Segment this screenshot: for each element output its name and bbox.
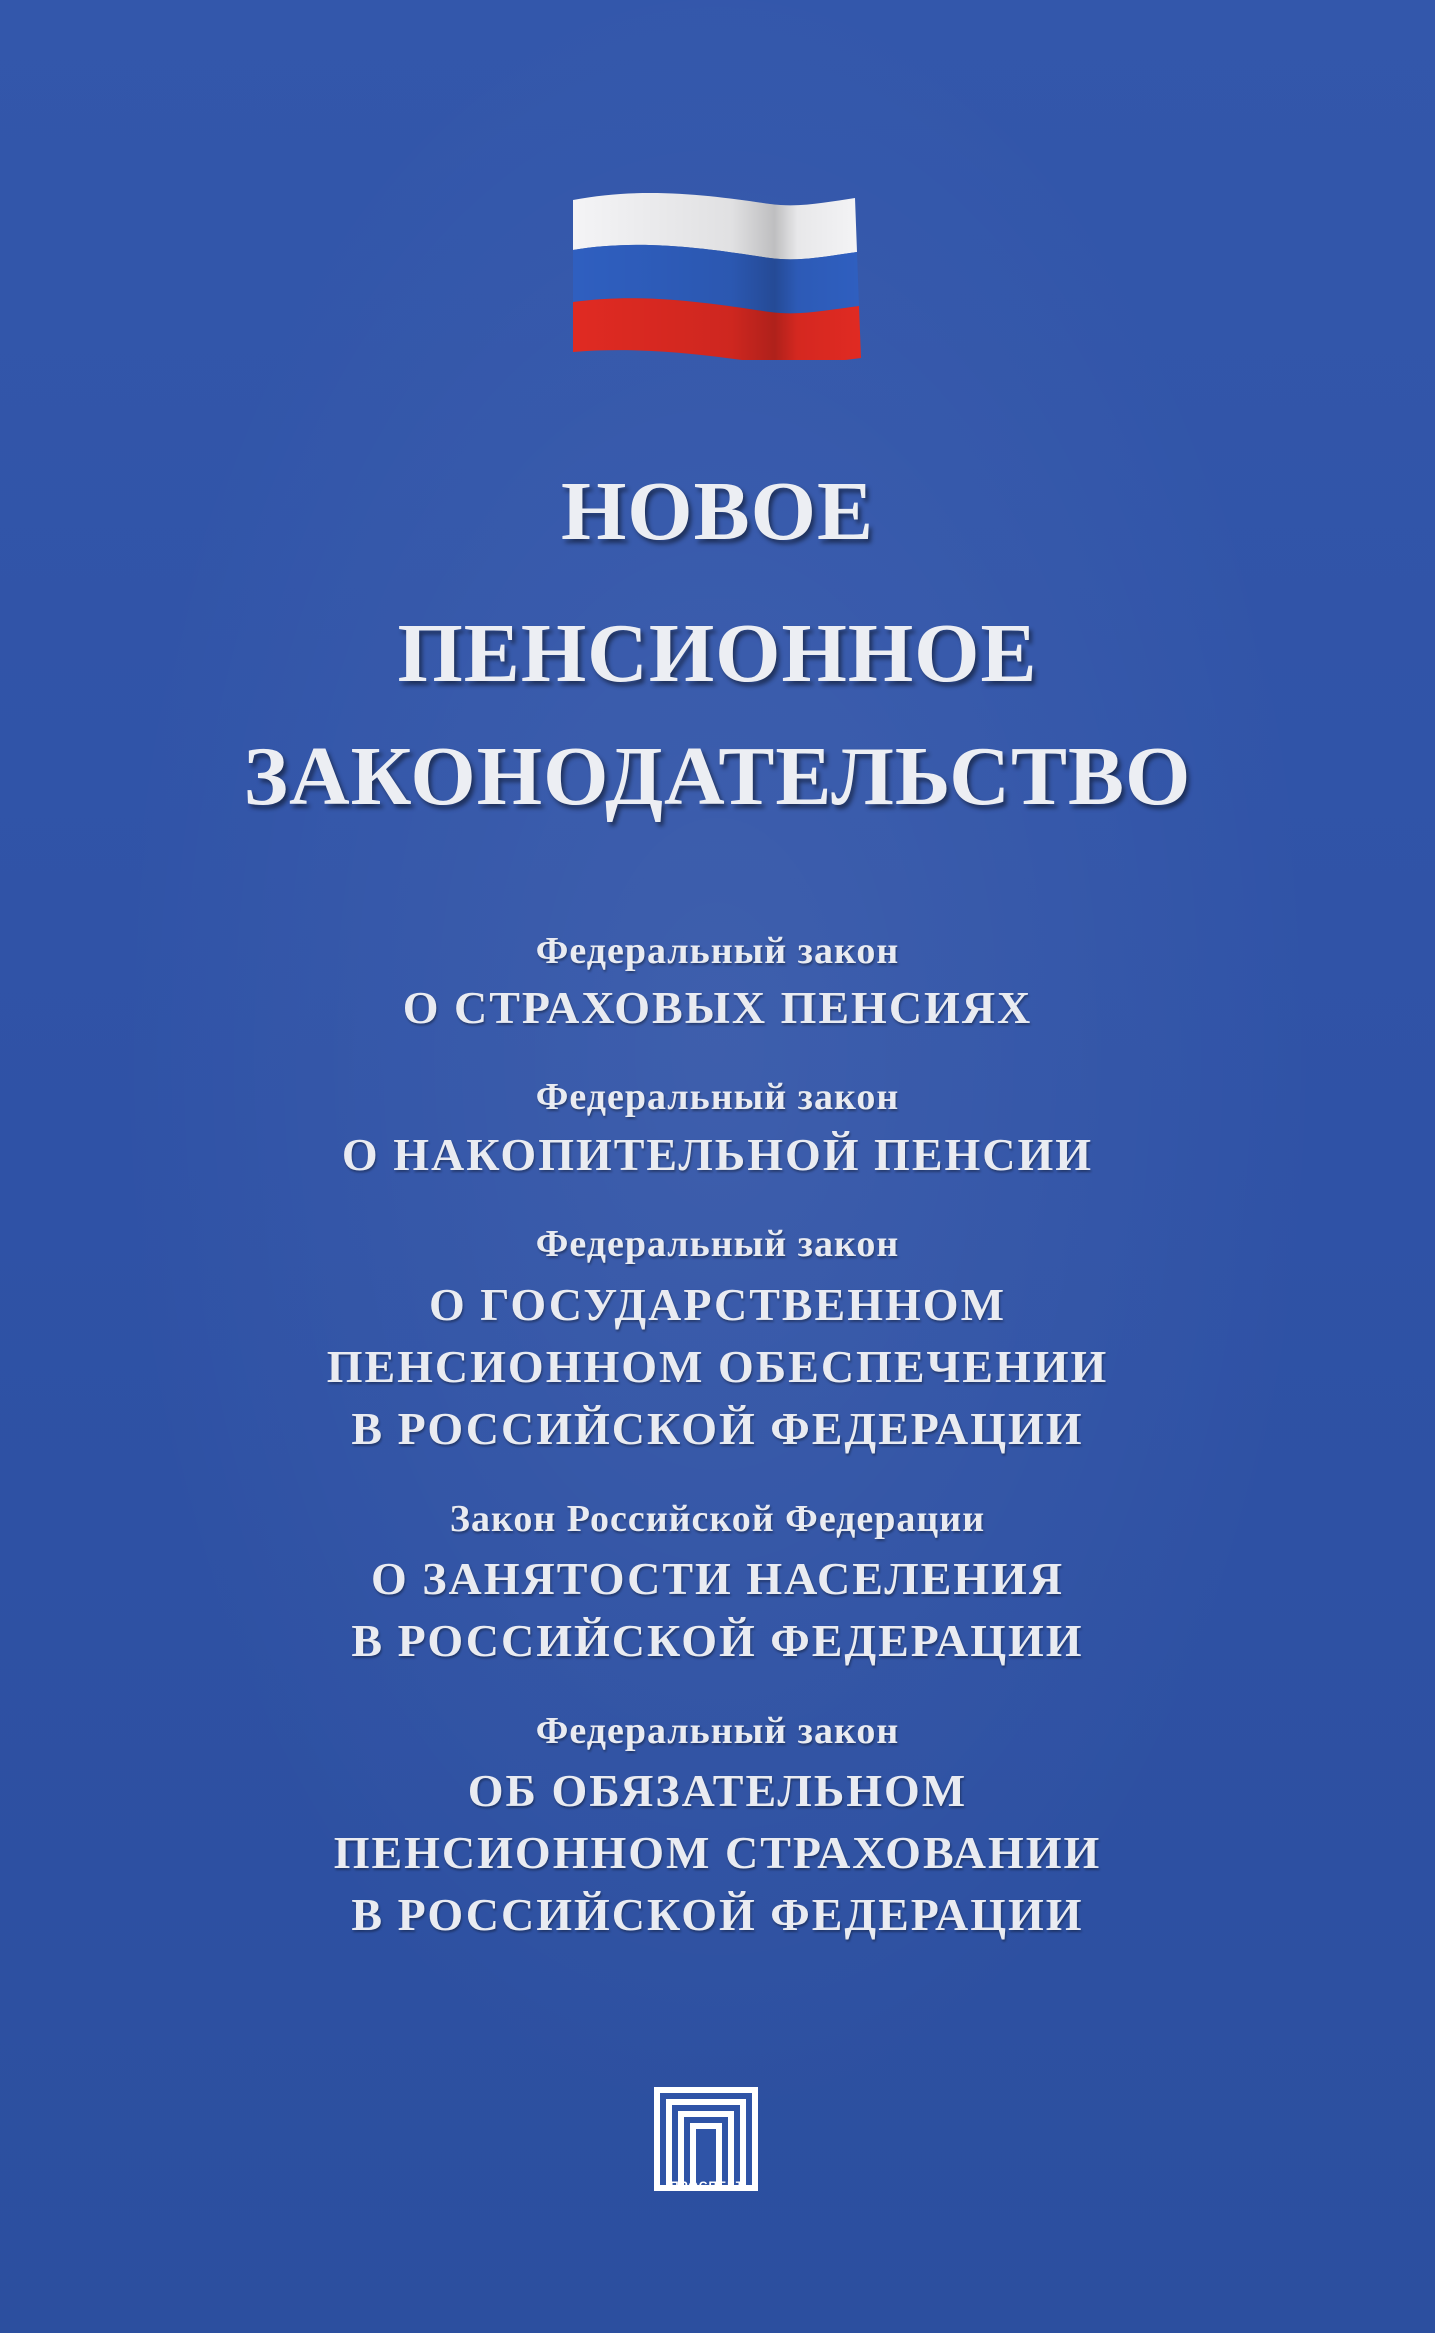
law-5-name-line-3: В РОССИЙСКОЙ ФЕДЕРАЦИИ — [351, 1889, 1084, 1940]
law-3-name-line-3: В РОССИЙСКОЙ ФЕДЕРАЦИИ — [351, 1403, 1084, 1454]
law-1-name-line-1: О СТРАХОВЫХ ПЕНСИЯХ — [402, 982, 1033, 1033]
law-2-name-line-1: О НАКОПИТЕЛЬНОЙ ПЕНСИИ — [341, 1129, 1094, 1180]
law-5-kind: Федеральный закон — [535, 1710, 900, 1752]
prospekt-logo-icon — [652, 2085, 760, 2193]
law-4-name-line-2: В РОССИЙСКОЙ ФЕДЕРАЦИИ — [351, 1615, 1084, 1666]
title-line-2: ПЕНСИОННОЕ — [397, 607, 1038, 700]
law-3-name-line-2: ПЕНСИОННОМ ОБЕСПЕЧЕНИИ — [326, 1341, 1109, 1392]
publisher-name: ПРОСПЕКТ — [669, 2179, 745, 2193]
law-4-kind: Закон Российской Федерации — [449, 1498, 986, 1540]
law-3-kind: Федеральный закон — [535, 1223, 900, 1265]
law-5-name-line-2: ПЕНСИОННОМ СТРАХОВАНИИ — [333, 1827, 1102, 1878]
law-3-name-line-1: О ГОСУДАРСТВЕННОМ — [428, 1279, 1006, 1330]
law-1-kind: Федеральный закон — [535, 930, 900, 972]
law-4-name-line-1: О ЗАНЯТОСТИ НАСЕЛЕНИЯ — [370, 1553, 1065, 1604]
law-5-name-line-1: ОБ ОБЯЗАТЕЛЬНОМ — [467, 1765, 968, 1816]
russian-flag-icon — [565, 190, 865, 360]
title-line-3: ЗАКОНОДАТЕЛЬСТВО — [243, 730, 1192, 823]
title-line-1: НОВОЕ — [560, 465, 875, 558]
law-2-kind: Федеральный закон — [535, 1076, 900, 1118]
